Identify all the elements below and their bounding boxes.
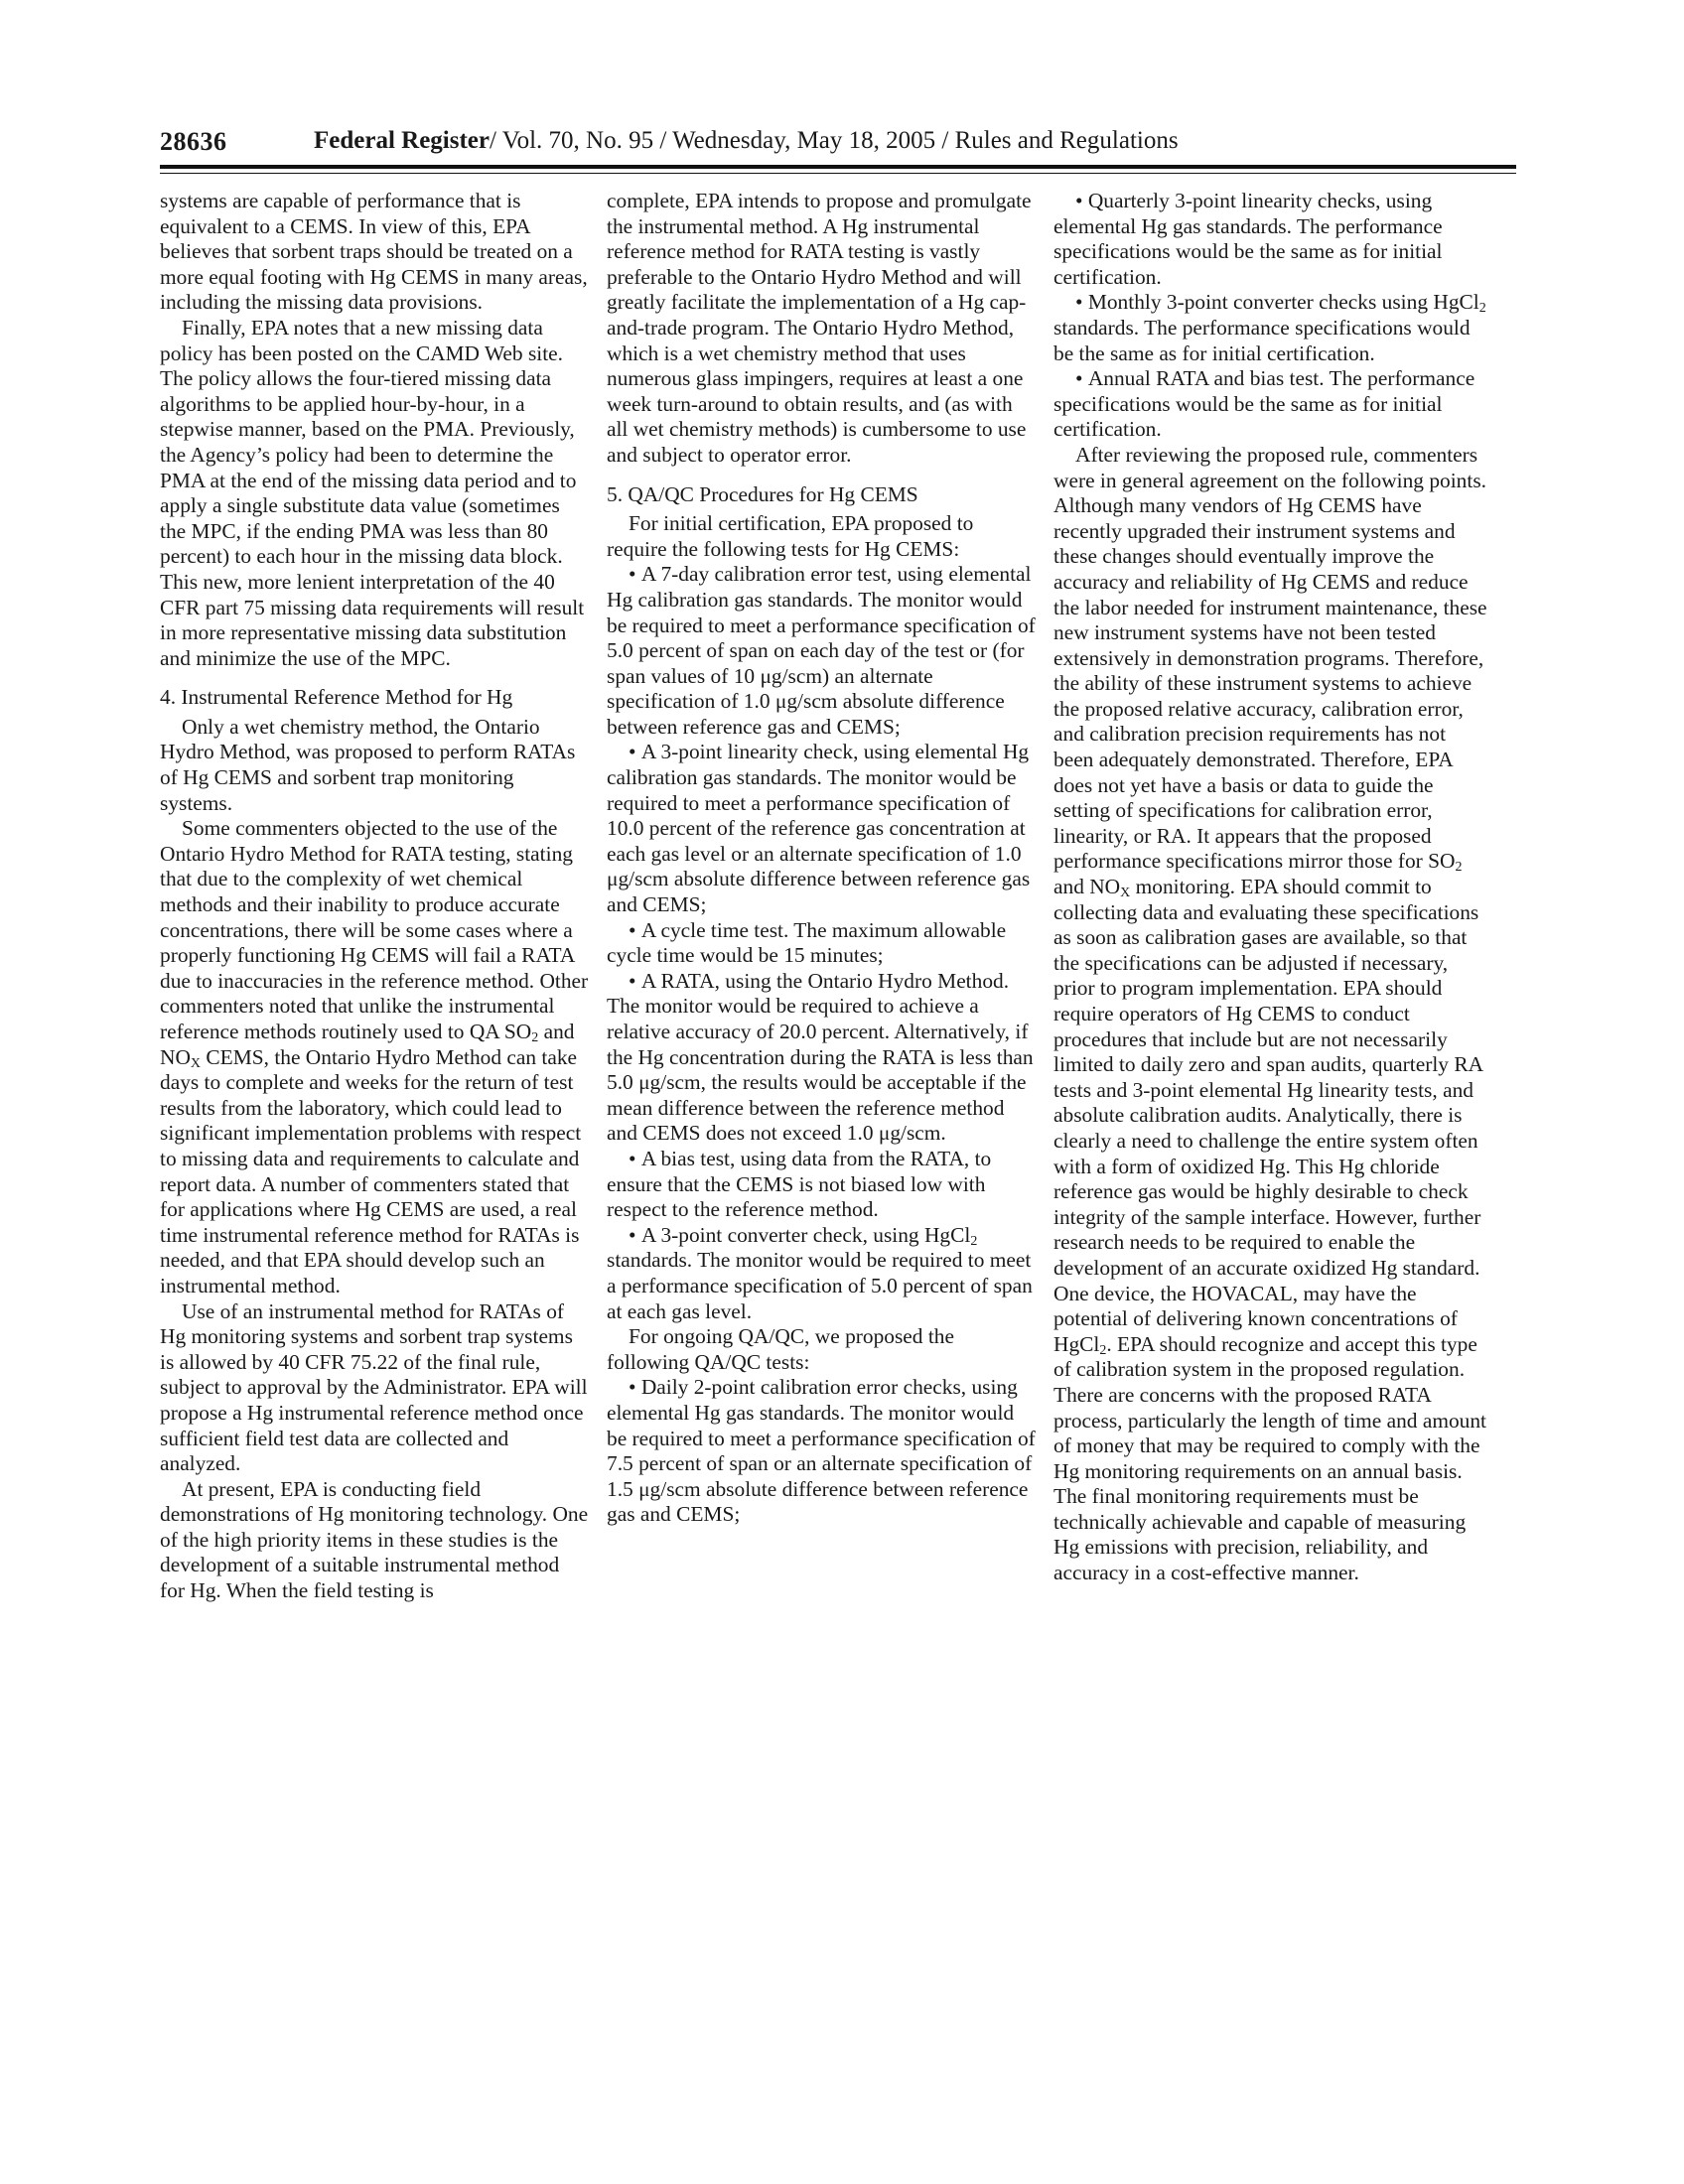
paragraph: systems are capable of performance that is equivalent to a CEMS. In view of this, EPA believes that sorbent traps should be treated on a more equal footing with Hg CEMS in many areas, including the missing data provisions. <box>160 189 588 315</box>
paragraph: Use of an instrumental method for RATAs of Hg monitoring systems and sorbent trap systems is allowed by 40 CFR 75.22 of the final rule, subject to approval by the Administrator. EPA will propose a Hg instrumental reference method once sufficient field test data are collected and analyzed. <box>160 1298 588 1476</box>
publication-name: Federal Register <box>314 127 491 154</box>
paragraph: Finally, EPA notes that a new missing data policy has been posted on the CAMD Web site. The policy allows the four-tiered missing data algorithms to be applied hour-by-hour, in a stepwise manner, based on the PMA. Previously, the Agency’s policy had been to determine the PMA at the end of the missing data period and to apply a single substitute data value (sometimes the MPC, if the ending PMA was less than 80 percent) to each hour in the missing data block. This new, more lenient interpretation of the 40 CFR part 75 missing data requirements will result in more representative missing data substitution and minimize the use of the MPC. <box>160 315 585 670</box>
bullet-item: • A 7-day calibration error test, using elemental Hg calibration gas standards. The monitor would be required to meet a performance specification of 5.0 percent of span on each day of the test or (for span values of 10 μg/scm) an alternate specification of 1.0 μg/scm absolute difference between reference gas and CEMS; <box>607 562 1036 740</box>
page-number: 28636 <box>160 127 227 156</box>
issue-citation: / Vol. 70, No. 95 / Wednesday, May 18, 2005 / Rules and Regulations <box>490 127 1179 154</box>
page-header <box>160 123 1516 159</box>
bullet-item: • Annual RATA and bias test. The performance specifications would be the same as for initial certification. <box>1053 366 1490 443</box>
running-head <box>314 127 1179 155</box>
header-rule-thin <box>160 173 1516 174</box>
paragraph: For initial certification, EPA proposed to require the following tests for Hg CEMS: <box>607 511 974 561</box>
column-1 <box>160 189 589 1604</box>
paragraph: Some commenters objected to the use of the Ontario Hydro Method for RATA testing, stating that due to the complexity of wet chemical methods and their inability to produce accurate concentrations, there will be some cases where a properly functioning Hg CEMS will fail a RATA due to inaccuracies in the reference method. Other commenters noted that unlike the instrumental reference methods routinely used to QA $SO_2$ and $NO_X$ CEMS, the Ontario Hydro Method can take days to complete and weeks for the return of test results from the laboratory, which could lead to significant implementation problems with respect to missing data and requirements to calculate and report data. A number of commenters stated that for applications where Hg CEMS are used, a real time instrumental reference method for RATAs is needed, and that EPA should develop such an instrumental method. <box>160 816 589 1297</box>
paragraph: After reviewing the proposed rule, commenters were in general agreement on the following points. Although many vendors of Hg CEMS have recently upgraded their instrument systems and these changes should eventually improve the accuracy and reliability of Hg CEMS and reduce the labor needed for instrument maintenance, these new instrument systems have not been tested extensively in demonstration programs. Therefore, the ability of these instrument systems to achieve the proposed relative accuracy, calibration error, and calibration precision requirements has not been adequately demonstrated. Therefore, EPA does not yet have a basis or data to guide the setting of specifications for calibration error, linearity, or RA. It appears that the proposed performance specifications mirror those for $SO_2$ and $NO_X$ monitoring. EPA should commit to collecting data and evaluating these specifications as soon as calibration gases are available, so that the specifications can be adjusted if necessary, prior to program implementation. EPA should require operators of Hg CEMS to conduct procedures that include but are not necessarily limited to daily zero and span audits, quarterly RA tests and 3-point elemental Hg linearity tests, and absolute calibration audits. Analytically, there is clearly a need to challenge the entire system often with a form of oxidized Hg. This Hg chloride reference gas would be highly desirable to check integrity of the sample interface. However, further research needs to be required to enable the development of an accurate oxidized Hg standard. One device, the HOVACAL, may have the potential of delivering known concentrations of HgCl$_2$. EPA should recognize and accept this type of calibration system in the proposed regulation. There are concerns with the proposed RATA process, particularly the length of time and amount of money that may be required to comply with the Hg monitoring requirements on an annual basis. The final monitoring requirements must be technically achievable and capable of measuring Hg emissions with precision, reliability, and accuracy in a cost-effective manner. <box>1053 442 1487 1585</box>
bullet-item: • A RATA, using the Ontario Hydro Method. The monitor would be required to achieve a relative accuracy of 20.0 percent. Alternatively, if the Hg concentration during the RATA is less than 5.0 μg/scm, the results would be acceptable if the mean difference between the reference method and CEMS does not exceed 1.0 μg/scm. <box>607 969 1036 1147</box>
section-heading: 4. Instrumental Reference Method for Hg <box>160 685 513 710</box>
bullet-item: • A cycle time test. The maximum allowable cycle time would be 15 minutes; <box>607 918 1036 969</box>
bullet-item: • A 3-point converter check, using HgCl$_2$ standards. The monitor would be required to meet a performance specification of 5.0 percent of span at each gas level. <box>607 1223 1036 1324</box>
paragraph: For ongoing QA/QC, we proposed the following QA/QC tests: <box>607 1324 954 1374</box>
bullet-item: • Quarterly 3-point linearity checks, using elemental Hg gas standards. The performance specifications would be the same as for initial certification. <box>1053 189 1490 290</box>
header-rule-thick <box>160 165 1516 169</box>
bullet-item: • A 3-point linearity check, using elemental Hg calibration gas standards. The monitor would be required to meet a performance specification of 10.0 percent of the reference gas concentration at each gas level or an alternate specification of 1.0 μg/scm absolute difference between reference gas and CEMS; <box>607 740 1036 917</box>
bullet-item: • A bias test, using data from the RATA, to ensure that the CEMS is not biased low with respect to the reference method. <box>607 1147 1036 1223</box>
paragraph: Only a wet chemistry method, the Ontario Hydro Method, was proposed to perform RATAs of Hg CEMS and sorbent trap monitoring systems. <box>160 714 576 815</box>
paragraph: At present, EPA is conducting field demonstrations of Hg monitoring technology. One of the high priority items in these studies is the development of a suitable instrumental method for Hg. When the field testing is <box>160 1476 589 1603</box>
section-heading: 5. QA/QC Procedures for Hg CEMS <box>607 481 918 506</box>
paragraph: complete, EPA intends to propose and promulgate the instrumental method. A Hg instrumental reference method for RATA testing is vastly preferable to the Ontario Hydro Method and will greatly facilitate the implementation of a Hg cap-and-trade program. The Ontario Hydro Method, which is a wet chemistry method that uses numerous glass impingers, requires at least a one week turn-around to obtain results, and (as with all wet chemistry methods) is cumbersome to use and subject to operator error. <box>607 189 1032 467</box>
column-3 <box>1053 189 1490 1586</box>
column-2 <box>607 189 1036 1528</box>
bullet-item: • Daily 2-point calibration error checks, using elemental Hg gas standards. The monitor would be required to meet a performance specification of 7.5 percent of span or an alternate specification of 1.5 μg/scm absolute difference between reference gas and CEMS; <box>607 1375 1036 1528</box>
bullet-item: • Monthly 3-point converter checks using HgCl$_2$ standards. The performance specifications would be the same as for initial certification. <box>1053 290 1490 366</box>
